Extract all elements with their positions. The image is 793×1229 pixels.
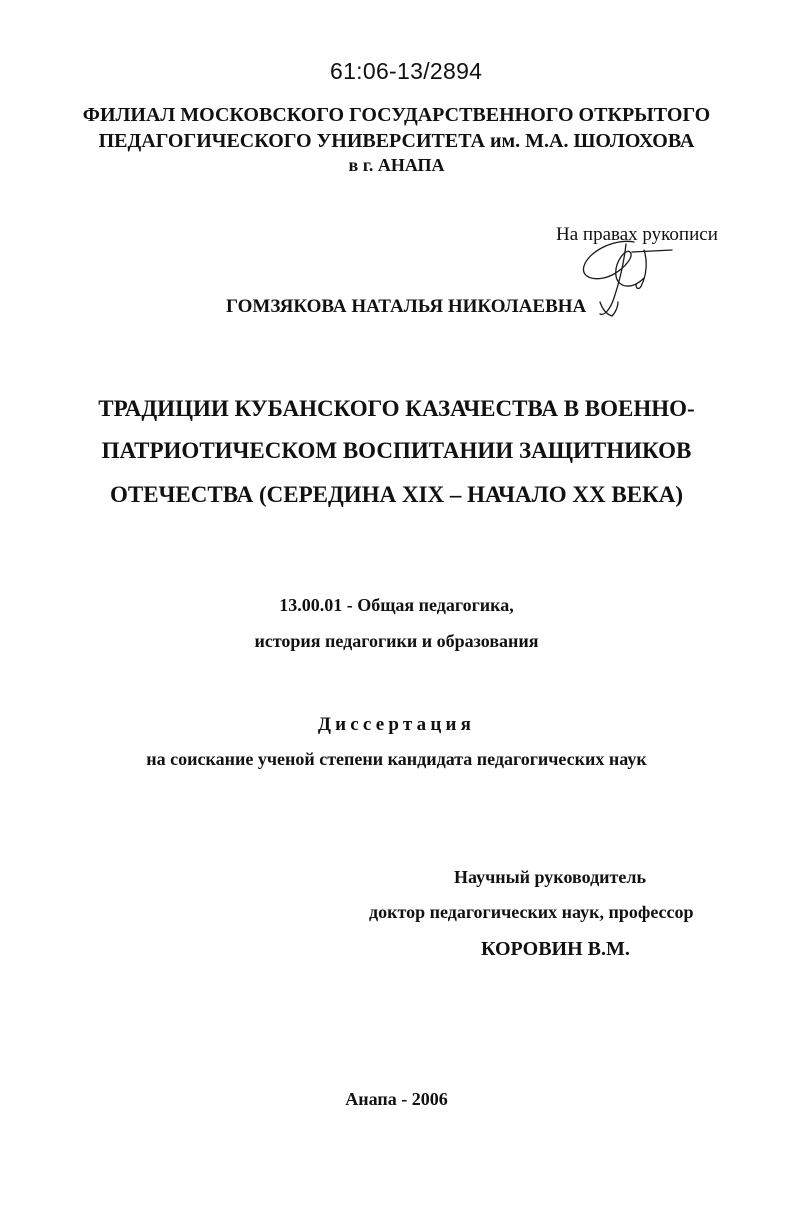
institution-line-2: ПЕДАГОГИЧЕСКОГО УНИВЕРСИТЕТА им. М.А. ШОЛОХОВА <box>98 130 695 152</box>
dissertation-title-line-1: ТРАДИЦИИ КУБАНСКОГО КАЗАЧЕСТВА В ВОЕННО- <box>98 396 695 421</box>
degree-statement: на соискание ученой степени кандидата педагогических наук <box>146 749 647 769</box>
supervisor-name: КОРОВИН В.М. <box>481 938 630 960</box>
institution-line-1: ФИЛИАЛ МОСКОВСКОГО ГОСУДАРСТВЕННОГО ОТКРЫТОГО <box>82 104 711 126</box>
rights-note: На правах рукописи <box>556 224 718 245</box>
dissertation-title-line-2: ПАТРИОТИЧЕСКОМ ВОСПИТАНИИ ЗАЩИТНИКОВ <box>101 438 692 463</box>
city-year: Анапа - 2006 <box>345 1089 448 1109</box>
archive-code: 61:06-13/2894 <box>330 58 483 84</box>
specialty-line-1: 13.00.01 - Общая педагогика, <box>279 595 514 615</box>
handwritten-signature <box>574 232 684 324</box>
supervisor-rank: доктор педагогических наук, профессор <box>369 902 694 922</box>
dissertation-label: Диссертация <box>317 714 476 735</box>
dissertation-title-line-3: ОТЕЧЕСТВА (СЕРЕДИНА XIX – НАЧАЛО XX ВЕКА) <box>109 482 683 507</box>
specialty-line-2: история педагогики и образования <box>254 631 539 651</box>
institution-line-3: в г. АНАПА <box>348 155 445 175</box>
author-name: ГОМЗЯКОВА НАТАЛЬЯ НИКОЛАЕВНА <box>226 296 587 317</box>
supervisor-title: Научный руководитель <box>454 867 646 887</box>
